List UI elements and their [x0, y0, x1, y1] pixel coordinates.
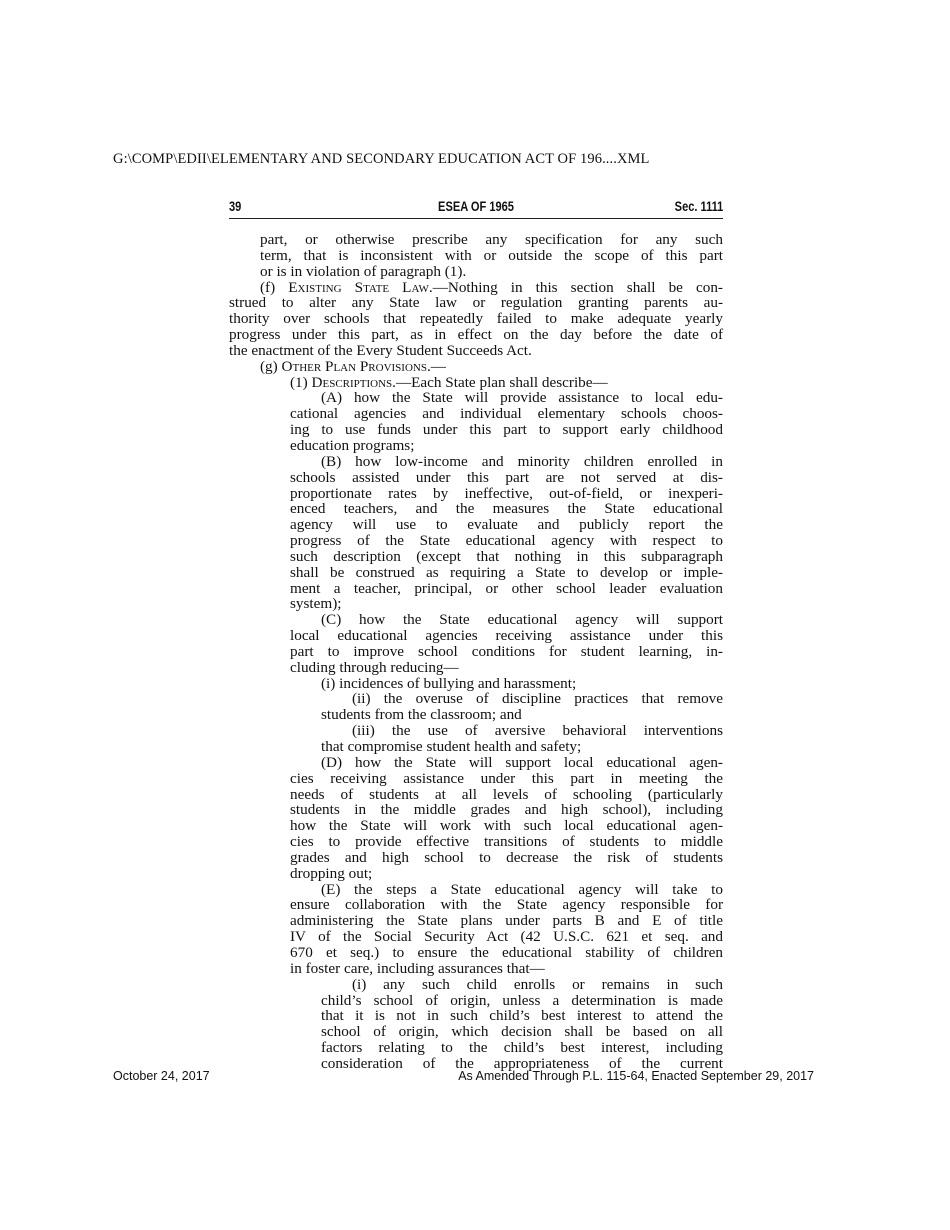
subsection-f-heading: (f) Existing State Law.—Nothing in this section shall be con- — [260, 278, 723, 296]
text-line: IV of the Social Security Act (42 U.S.C. 621 et seq. and — [290, 928, 723, 946]
text-line: proportionate rates by ineffective, out-of-field, or inexperi- — [290, 484, 723, 502]
text-line: (iii) the use of aversive behavioral interventions — [352, 722, 723, 740]
text-line: that compromise student health and safety; — [321, 738, 582, 755]
text-line: students in the middle grades and high school), including — [290, 801, 723, 819]
text-line: dropping out; — [290, 864, 373, 882]
text-line: how the State will work with such local educational agen- — [290, 817, 723, 835]
text-line: progress under this part, as in effect on the day before the date of — [229, 326, 723, 344]
text-line: agency will use to evaluate and publicly report the — [290, 516, 723, 534]
text-line: administering the State plans under parts B and E of title — [290, 912, 723, 930]
text-line: term, that is inconsistent with or outside the scope of this part — [260, 246, 723, 264]
text-line: education programs; — [290, 436, 415, 454]
text-line: (ii) the overuse of discipline practices that remove — [352, 690, 723, 708]
paragraph-1-title: Descriptions — [311, 373, 393, 391]
text-line: (E) the steps a State educational agency will take to — [321, 880, 723, 898]
text-line: part to improve school conditions for student learning, in- — [290, 642, 723, 660]
file-path: G:\COMP\EDII\ELEMENTARY AND SECONDARY EDUCATION ACT OF 196....XML — [113, 151, 650, 167]
section-number: Sec. 1111 — [674, 199, 723, 214]
footer-date: October 24, 2017 — [113, 1069, 210, 1083]
page-body — [229, 232, 723, 1072]
text-line: cies receiving assistance under this part in meeting the — [290, 769, 723, 787]
text-line: cluding through reducing— — [290, 658, 459, 676]
text-line: enced teachers, and the measures the State educational — [290, 500, 723, 518]
text-line: the enactment of the Every Student Succeeds Act. — [229, 341, 532, 359]
text-line: progress of the State educational agency with respect to — [290, 532, 723, 550]
text-line: local educational agencies receiving assistance under this — [290, 627, 723, 645]
text-line: shall be construed as requiring a State to develop or imple- — [290, 563, 723, 581]
text-line: school of origin, which decision shall be based on all — [321, 1023, 723, 1041]
text-line: (i) any such child enrolls or remains in such — [352, 975, 723, 993]
text-line: (A) how the State will provide assistance to local edu- — [321, 389, 723, 407]
text-line: schools assisted under this part are not served at dis- — [290, 468, 723, 486]
act-title: ESEA OF 1965 — [438, 199, 514, 214]
running-header — [229, 198, 723, 219]
text-line: or is in violation of paragraph (1). — [260, 262, 467, 280]
text-line: that it is not in such child’s best interest to attend the — [321, 1007, 723, 1025]
footer-amended-note: As Amended Through P.L. 115-64, Enacted September 29, 2017 — [458, 1069, 814, 1083]
text-line: cational agencies and individual elementary schools choos- — [290, 405, 723, 423]
text-line: (B) how low-income and minority children enrolled in — [321, 452, 723, 470]
text-line: such description (except that nothing in this subparagraph — [290, 547, 723, 565]
text-line: students from the classroom; and — [321, 706, 522, 724]
text-line: in foster care, including assurances that— — [290, 959, 545, 977]
subsection-f-title: Existing State Law — [288, 278, 429, 296]
text-line: needs of students at all levels of schooling (particularly — [290, 785, 723, 803]
text-line: child’s school of origin, unless a determination is made — [321, 991, 723, 1009]
text-line: ing to use funds under this part to support early childhood — [290, 421, 723, 439]
text-line: ment a teacher, principal, or other school leader evaluation — [290, 579, 723, 597]
page-number: 39 — [229, 199, 242, 214]
text-line: (i) incidences of bullying and harassment; — [321, 674, 577, 692]
subsection-g-title: Other Plan Provisions — [281, 357, 427, 375]
text-line: strued to alter any State law or regulation granting parents au- — [229, 294, 723, 312]
text-line: grades and high school to decrease the risk of students — [290, 848, 723, 866]
text-line: system); — [290, 595, 342, 613]
text-line: (D) how the State will support local educational agen- — [321, 753, 723, 771]
paragraph-1-heading: (1) Descriptions.—Each State plan shall describe— — [290, 373, 608, 391]
text-line: thority over schools that repeatedly failed to make adequate yearly — [229, 310, 723, 328]
text-line: 670 et seq.) to ensure the educational stability of children — [290, 943, 723, 961]
text-line: ensure collaboration with the State agency responsible for — [290, 896, 723, 914]
text-line: cies to provide effective transitions of students to middle — [290, 833, 723, 851]
text-line: factors relating to the child’s best interest, including — [321, 1039, 723, 1057]
text-line: part, or otherwise prescribe any specification for any such — [260, 231, 723, 248]
text-line: (C) how the State educational agency will support — [321, 611, 723, 629]
text-line: consideration of the appropriateness of the current — [321, 1054, 723, 1072]
subsection-g-heading: (g) Other Plan Provisions.— — [260, 357, 446, 375]
